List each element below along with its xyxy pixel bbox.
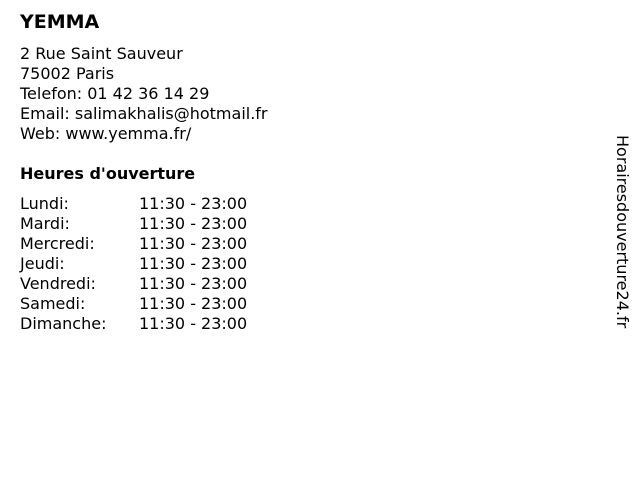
site-watermark: Horairesdouverture24.fr	[613, 135, 632, 329]
time-range: 11:30 - 23:00	[139, 254, 248, 273]
day-label: Samedi:	[20, 294, 86, 313]
time-range: 11:30 - 23:00	[139, 314, 248, 333]
business-name: YEMMA	[20, 11, 100, 33]
email-address: Email: salimakhalis@hotmail.fr	[20, 104, 268, 123]
day-label: Dimanche:	[20, 314, 107, 333]
time-range: 11:30 - 23:00	[139, 194, 248, 213]
phone-number: Telefon: 01 42 36 14 29	[20, 84, 210, 103]
time-range: 11:30 - 23:00	[139, 294, 248, 313]
contact-block	[20, 44, 268, 144]
street-address: 2 Rue Saint Sauveur	[20, 44, 183, 63]
day-label: Mardi:	[20, 214, 70, 233]
time-range: 11:30 - 23:00	[139, 234, 248, 253]
opening-hours-heading: Heures d'ouverture	[20, 164, 196, 183]
website: Web: www.yemma.fr/	[20, 124, 192, 143]
day-label: Lundi:	[20, 194, 69, 213]
day-label: Jeudi:	[20, 254, 65, 273]
city-postcode: 75002 Paris	[20, 64, 115, 83]
day-label: Mercredi:	[20, 234, 95, 253]
time-range: 11:30 - 23:00	[139, 214, 248, 233]
day-label: Vendredi:	[20, 274, 96, 293]
time-range: 11:30 - 23:00	[139, 274, 248, 293]
